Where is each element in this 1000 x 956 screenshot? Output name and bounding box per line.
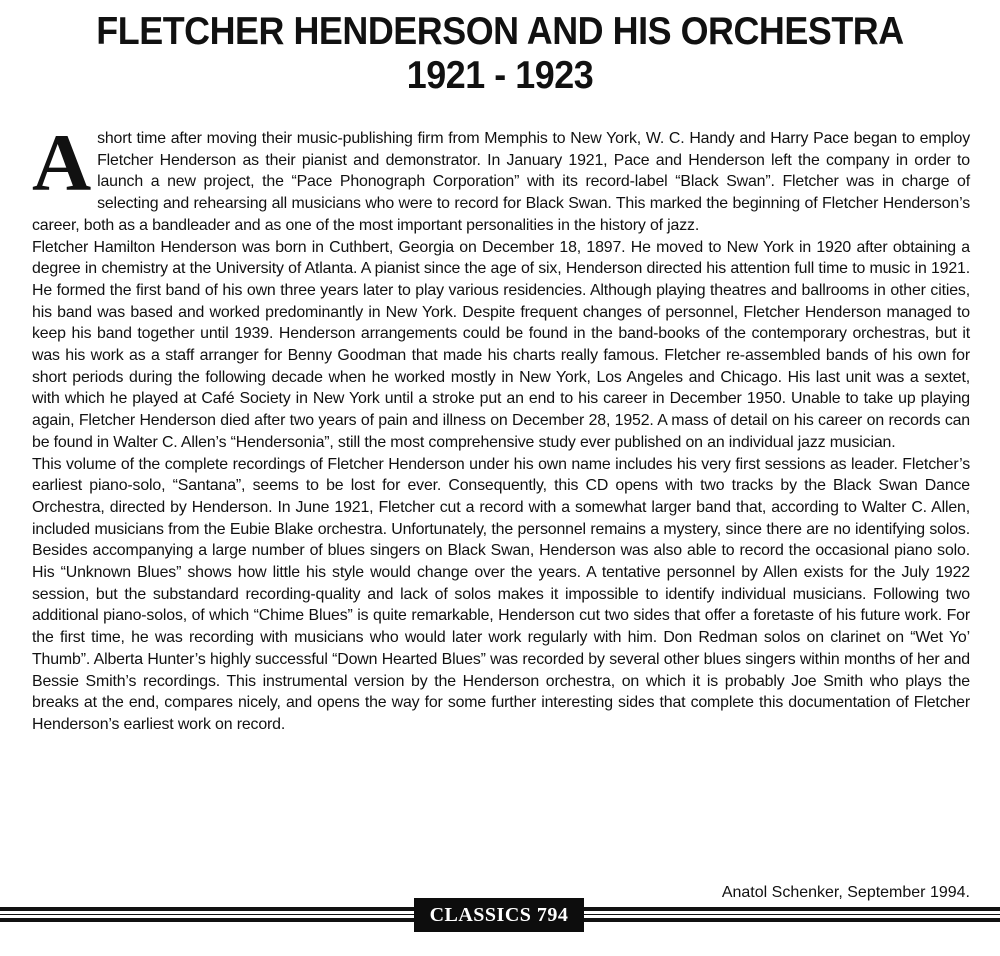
title-line-2: 1921 - 1923 bbox=[406, 54, 594, 97]
catalog-badge: CLASSICS 794 bbox=[414, 898, 584, 932]
paragraph-1-text: short time after moving their music-publishing firm from Memphis to New York, W. C. Handy and Harry Pace began to employ Fletcher Henderson as their pianist and demonstrator. In January 1921, Pace and Henderson left the company in order to launch a new project, the “Pace Phonograph Corporation” with its record-label “Black Swan”. Fletcher was in charge of selecting and rehearsing all musicians who were to record for Black Swan. This marked the beginning of Fletcher Henderson’s career, both as a bandleader and as one of the most important personalities in the history of jazz. bbox=[32, 130, 970, 234]
paragraph-2: Fletcher Hamilton Henderson was born in Cuthbert, Georgia on December 18, 1897. He moved to New York in 1920 after obtaining a degree in chemistry at the University of Atlanta. A pianist since the age of six, Henderson directed his attention full time to music in 1921. He formed the first band of his own three years later to play various residencies. Although playing theatres and ballrooms in other cities, his band was based and worked predominantly in New York. Despite frequent changes of personnel, Fletcher Henderson managed to keep his band together until 1939. Henderson arrangements could be found in the band-books of the contemporary orchestras, but it was his work as a staff arranger for Benny Goodman that made his charts really famous. Fletcher re-assembled bands of his own for short periods during the following decade when he worked mostly in New York, Los Angeles and Chicago. His last unit was a sextet, with which he played at Café Society in New York until a stroke put an end to his career in December 1950. Unable to take up playing again, Fletcher Henderson died after two years of pain and illness on December 28, 1952. A mass of detail on his career on records can be found in Walter C. Allen’s “Hendersonia”, still the most comprehensive study ever published on an individual jazz musician. bbox=[32, 238, 970, 451]
article-body bbox=[32, 117, 970, 736]
paragraph-3: This volume of the complete recordings of Fletcher Henderson under his own name includes his very first sessions as leader. Fletcher’s earliest piano-solo, “Santana”, seems to be lost for ever. Consequently, this CD opens with two tracks by the Black Swan Dance Orchestra, directed by Henderson. In June 1921, Fletcher cut a record with a somewhat larger band that, according to Walter C. Allen, included musicians from the Eubie Blake orchestra. Unfortunately, the personnel remains a mystery, since there are no identifying solos. Besides accompanying a large number of blues singers on Black Swan, Henderson was also able to record the occasional piano solo. His “Unknown Blues” shows how little his style would change over the years. A tentative personnel by Allen exists for the July 1922 session, but the substandard recording-quality and lack of solos makes it impossible to identify individual musicians. Following two additional piano-solos, of which “Chime Blues” is quite remarkable, Henderson cut two sides that offer a foretaste of his future work. For the first time, he was recording with musicians who would later work regularly with him. Don Redman solos on clarinet on “Wet Yo’ Thumb”. Alberta Hunter’s highly successful “Down Hearted Blues” was recorded by several other blues singers within months of her and Bessie Smith’s recordings. This instrumental version by the Henderson orchestra, on which it is probably Joe Smith who plays the breaks at the end, compares nicely, and opens the way for some further interesting sides that complete this documentation of Fletcher Henderson’s earliest work on record. bbox=[32, 455, 970, 733]
page-title bbox=[40, 10, 960, 98]
author-signature: Anatol Schenker, September 1994. bbox=[721, 884, 970, 901]
title-line-1: FLETCHER HENDERSON AND HIS ORCHESTRA bbox=[96, 10, 904, 53]
paragraph-1 bbox=[32, 117, 970, 237]
drop-cap: A bbox=[32, 117, 92, 208]
